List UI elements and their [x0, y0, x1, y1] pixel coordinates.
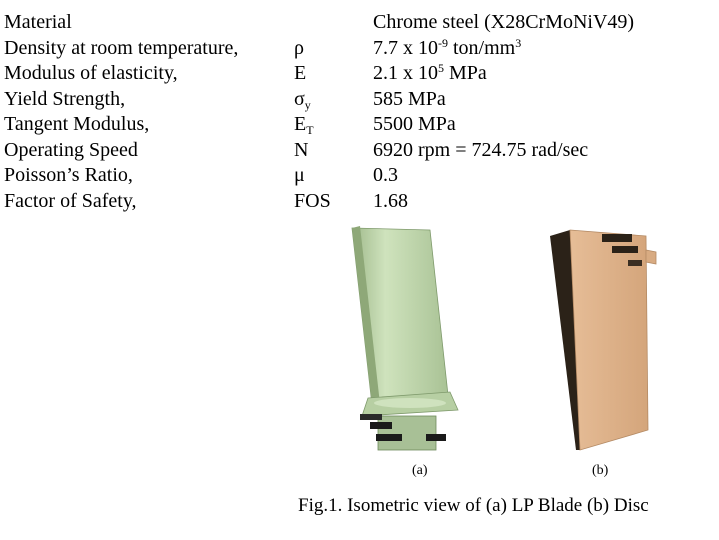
property-symbol: [294, 112, 314, 138]
property-row-density: [4, 36, 714, 62]
property-name: Tangent Modulus,: [4, 113, 150, 135]
value-unit: MPa: [444, 62, 487, 84]
symbol-subscript: T: [306, 123, 314, 138]
figure-label-a: (a): [412, 463, 428, 478]
value-base: 2.1 x 10: [373, 62, 438, 84]
property-name: Modulus of elasticity,: [4, 62, 178, 84]
property-symbol: ρ: [294, 36, 304, 59]
disc-slot: [602, 234, 632, 242]
property-row-factor-of-safety: [4, 189, 714, 215]
property-row-poisson-ratio: [4, 163, 714, 189]
material-properties-table: [4, 10, 714, 214]
symbol-main: E: [294, 113, 307, 135]
property-value: 1.68: [373, 189, 408, 212]
property-value: Chrome steel (X28CrMoNiV49): [373, 11, 635, 33]
disc-rim-tab: [646, 250, 656, 264]
property-name: Poisson’s Ratio,: [4, 164, 133, 186]
property-value: 585 MPa: [373, 87, 446, 110]
figure-label-b: (b): [592, 463, 609, 478]
property-value: 5500 MPa: [373, 113, 456, 135]
property-value: 0.3: [373, 164, 398, 186]
value-base: 7.7 x 10: [373, 36, 438, 59]
blade-root-notch: [426, 434, 446, 441]
property-name: Factor of Safety,: [4, 189, 137, 212]
value-unit: ton/mm: [448, 36, 516, 59]
property-name: Operating Speed: [4, 138, 138, 161]
symbol-subscript: y: [304, 97, 311, 112]
property-value: [373, 61, 487, 87]
lp-blade-illustration: [340, 220, 480, 452]
symbol-main: σ: [294, 87, 305, 110]
value-unit-exponent: 3: [515, 35, 522, 50]
property-symbol: N: [294, 138, 309, 161]
blade-root-lug: [360, 414, 382, 420]
property-name: Material: [4, 11, 72, 33]
figure-blade-and-disc: [0, 220, 719, 520]
blade-platform-fillet: [374, 398, 446, 408]
property-symbol: [294, 87, 311, 113]
property-name: Density at room temperature,: [4, 36, 239, 59]
disc-slot: [612, 246, 638, 253]
value-exponent: 5: [438, 61, 444, 76]
property-row-yield-strength: [4, 87, 714, 113]
figure-caption: Fig.1. Isometric view of (a) LP Blade (b) Disc: [298, 495, 649, 516]
property-value: 6920 rpm = 724.75 rad/sec: [373, 138, 589, 161]
value-exponent: -9: [438, 35, 448, 50]
disc-slot: [628, 260, 642, 266]
property-row-tangent-modulus: [4, 112, 714, 138]
property-name: Yield Strength,: [4, 87, 126, 110]
blade-root-notch: [370, 422, 392, 429]
property-symbol: μ: [294, 164, 305, 186]
disc-illustration: [540, 220, 670, 452]
property-row-operating-speed: [4, 138, 714, 164]
property-row-material: [4, 10, 714, 36]
property-symbol: FOS: [294, 189, 331, 212]
blade-root: [378, 416, 436, 450]
property-value: [373, 36, 521, 62]
property-row-modulus: [4, 61, 714, 87]
property-symbol: E: [294, 62, 307, 84]
blade-root-notch: [376, 434, 402, 441]
